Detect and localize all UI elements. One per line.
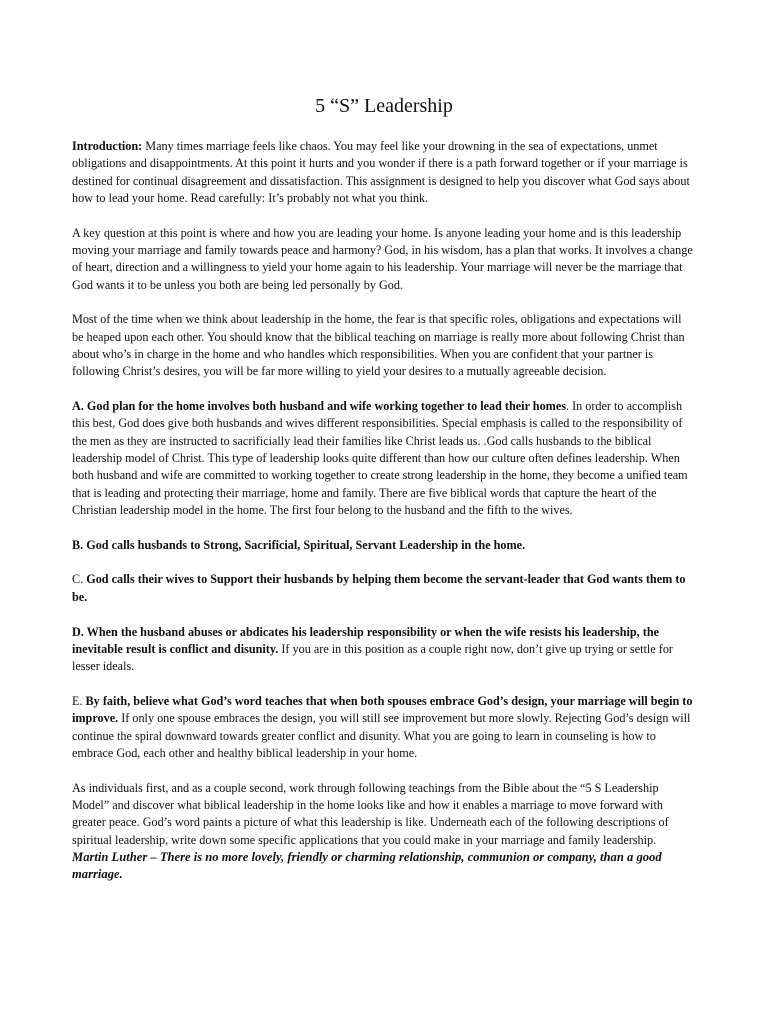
page-title: 5 “S” Leadership: [315, 95, 453, 117]
point-d-text: If you are in this position as a couple right now, don’t give up trying or settle for lesser ideals.: [72, 641, 673, 674]
point-b-paragraph: [72, 537, 696, 554]
intro-text: Many times marriage feels like chaos. You may feel like your drowning in the sea of expectations, unmet obligations and disappointments. At this point it hurts and you wonder if there is a path forward together or if your marriage is destined for continual disagreement and dissatisfaction. This assignment is designed to help you discover what God says about how to lead your home. Read carefully: It’s probably not what you think.: [72, 139, 690, 205]
point-d-paragraph: [72, 624, 696, 676]
point-c-heading: God calls their wives to Support their husbands by helping them become the servant-leader that God wants them to be.: [72, 572, 686, 604]
point-e-paragraph: [72, 693, 696, 762]
point-e-heading: By faith, believe what God’s word teaches that when both spouses embrace God’s design, your marriage will begin to improve.: [72, 693, 693, 726]
paragraph-instructions: As individuals first, and as a couple second, work through following teachings from the Bible about the “5 S Leadership Model” and discover what biblical leadership in the home looks like and how it enables a marriage to move forward with greater peace. God’s word paints a picture of what this leadership is like. Underneath each of the following descriptions of spiritual leadership, write down some specific applications that you could make in your marriage and family leadership.: [72, 780, 669, 847]
intro-paragraph: [72, 138, 696, 207]
point-c-paragraph: [72, 571, 696, 606]
intro-label: Introduction:: [72, 139, 143, 153]
point-e-text: If only one spouse embraces the design, you will still see improvement but more slowly. Rejecting God’s design will continue the spiral downward towards greater conflict and disunity. What you are going to learn in counseling is how to embrace God, each other and healthy biblical leadership in your home.: [72, 711, 691, 760]
point-c-letter: C.: [72, 572, 87, 587]
point-a-text: . In order to accomplish this best, God does give both husbands and wives different responsibilities. Special emphasis is called to the responsibility of the men as they are instructed to sacrificially lead their families like Christ leads us. .God calls husbands to the biblical leadership model of Christ. This type of leadership looks quite different than how our culture often defines leadership. When both husband and wife are committed to working together to create strong leadership in the home, they become a unified team that is leading and protecting their marriage, home and family. There are five biblical words that capture the heart of the Christian leadership model in the home. The first four belong to the husband and the fifth to the wives.: [72, 399, 688, 517]
paragraph-roles: Most of the time when we think about leadership in the home, the fear is that specific roles, obligations and expectations will be heaped upon each other. You should know that the biblical teaching on marriage is really more about following Christ than about who’s in charge in the home and who handles which responsibilities. When you are confident that your partner is following Christ’s desires, you will be far more willing to yield your desires to a mutually agreeable decision.: [72, 312, 685, 379]
point-d-heading: D. When the husband abuses or abdicates his leadership responsibility or when the wife resists his leadership, the inevitable result is conflict and disunity.: [72, 624, 660, 656]
point-b-heading: B. God calls husbands to Strong, Sacrificial, Spiritual, Servant Leadership in the home.: [72, 537, 526, 552]
paragraph-key-question: A key question at this point is where and how you are leading your home. Is anyone leading your home and is this leadership moving your marriage and family towards peace and harmony? God, in his wisdom, has a plan that works. It involves a change of heart, direction and a willingness to yield your home again to his leadership. Your marriage will never be the marriage that God wants it to be unless you both are being led personally by God.: [72, 225, 693, 292]
point-a-heading: A. God plan for the home involves both husband and wife working together to lead their homes: [72, 399, 566, 414]
document-body: [72, 138, 696, 883]
point-e-letter: E.: [72, 693, 86, 708]
luther-quote: Martin Luther – There is no more lovely, friendly or charming relationship, communion or company, than a good marriage.: [72, 849, 662, 881]
point-a-paragraph: [72, 398, 696, 519]
